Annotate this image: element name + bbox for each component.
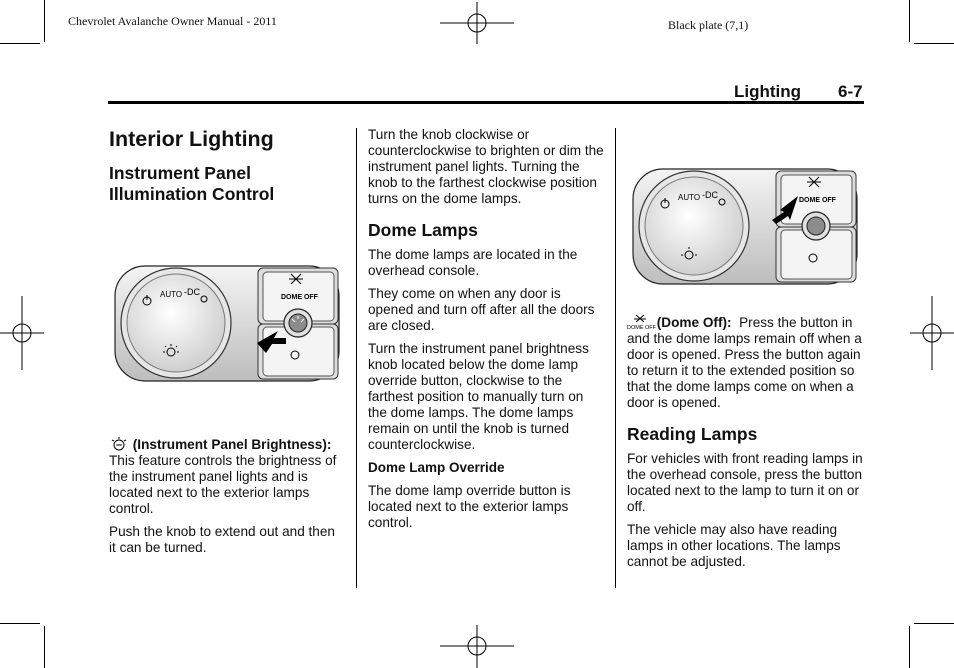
brightness-label: (Instrument Panel Brightness): xyxy=(132,437,332,452)
left-column xyxy=(109,127,344,211)
crop-mark xyxy=(44,626,45,668)
page-title: Interior Lighting xyxy=(109,127,274,151)
manual-title: Chevrolet Avalanche Owner Manual - 2011 xyxy=(68,14,277,28)
crop-mark xyxy=(44,0,45,42)
crosshair-icon xyxy=(0,296,44,370)
header-rule xyxy=(108,101,864,104)
auto-label: AUTO xyxy=(160,290,183,299)
svg-text:DOME OFF: DOME OFF xyxy=(627,325,657,331)
reading-text-1: For vehicles with front reading lamps in the overhead console, press the button located next to the lamp to turn it on or off. xyxy=(627,451,863,514)
right-column xyxy=(627,314,863,577)
crop-mark xyxy=(909,0,910,42)
plate-label: Black plate (7,1) xyxy=(668,18,749,32)
instrument-brightness-icon xyxy=(109,436,129,452)
dome-lamps-title: Dome Lamps xyxy=(368,220,478,240)
dome-off-icon xyxy=(627,314,657,331)
dome-text-1: The dome lamps are located in the overhead console. xyxy=(368,247,578,278)
crop-mark xyxy=(914,623,954,624)
parking-lamp-glyph: -DC xyxy=(702,190,718,200)
column-divider xyxy=(356,128,357,588)
dome-off-text: Press the button in and the dome lamps remain off when a door is opened. Press the button again to return it to the extended position so that the dome lamps come on when a door is opened. xyxy=(627,315,862,410)
dome-off-label: DOME OFF xyxy=(281,294,318,301)
reading-lamps-title: Reading Lamps xyxy=(627,424,758,444)
crosshair-icon xyxy=(440,2,514,44)
crop-mark xyxy=(914,43,954,44)
headlamp-control-figure xyxy=(114,265,340,382)
middle-column xyxy=(368,127,604,538)
dome-off-label: (Dome Off): xyxy=(656,315,732,330)
push-text: Push the knob to extend out and then it can be turned. xyxy=(109,524,335,555)
turn-text: Turn the knob clockwise or counterclockwise to brighten or dim the instrument panel lights. Turning the knob to the farthest clockwise position turns on the dome lamps. xyxy=(368,127,604,206)
brightness-text: This feature controls the brightness of the instrument panel lights and is located next to the exterior lamps control. xyxy=(109,453,337,516)
dome-text-3: Turn the instrument panel brightness knob located below the dome lamp override button, clockwise to the farthest position to manually turn on the dome lamps. The dome lamps remain on until the knob is turned counterclockwise. xyxy=(368,341,589,452)
dome-override-text: The dome lamp override button is located next to the exterior lamps control. xyxy=(368,483,571,530)
column-divider xyxy=(615,128,616,588)
auto-label: AUTO xyxy=(678,193,701,202)
page-number: 6-7 xyxy=(838,82,863,101)
dome-off-label: DOME OFF xyxy=(799,197,836,204)
reading-text-2: The vehicle may also have reading lamps in other locations. The lamps cannot be adjusted. xyxy=(627,522,841,569)
crop-mark xyxy=(0,623,40,624)
dome-off-figure xyxy=(632,168,858,285)
crop-mark xyxy=(909,626,910,668)
dome-override-title: Dome Lamp Override xyxy=(368,460,505,475)
dome-text-2: They come on when any door is opened and turn off after all the doors are closed. xyxy=(368,286,595,333)
parking-lamp-glyph: -DC xyxy=(184,287,200,297)
crop-mark xyxy=(0,43,40,44)
subsection-title: Instrument Panel Illumination Control xyxy=(109,163,275,204)
left-column-lower xyxy=(109,436,344,563)
crosshair-icon xyxy=(440,625,514,668)
section-name: Lighting xyxy=(734,82,802,101)
crosshair-icon xyxy=(910,296,954,370)
